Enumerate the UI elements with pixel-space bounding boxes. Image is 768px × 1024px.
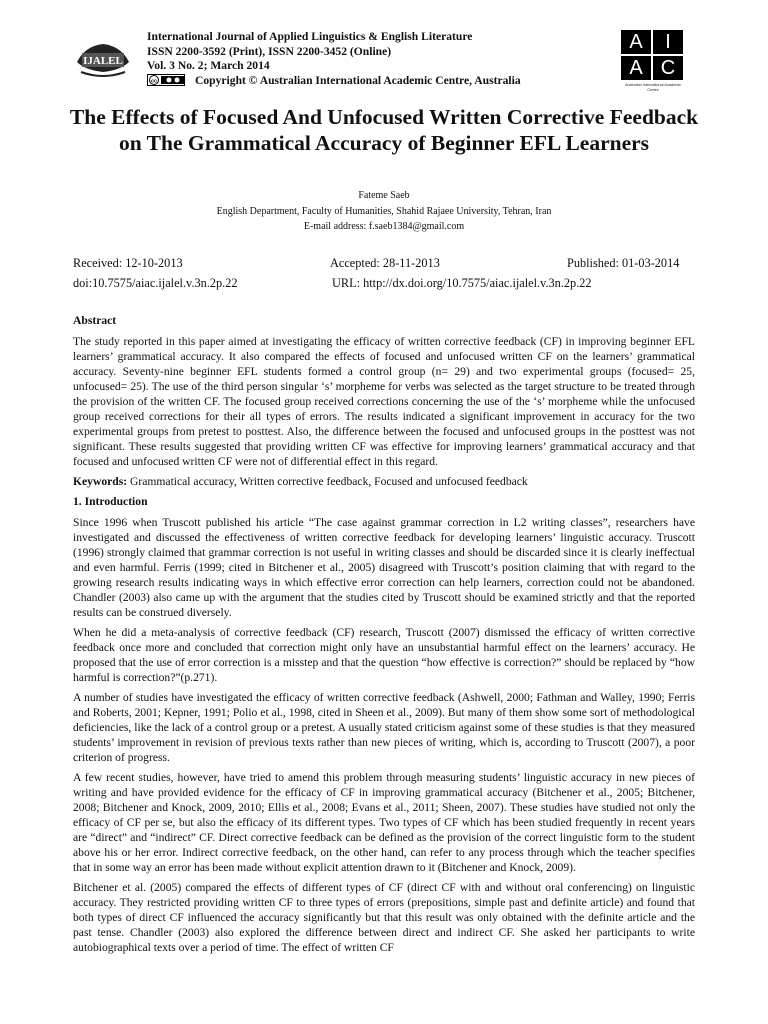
svg-text:cc: cc [150, 77, 158, 84]
aiac-logo: A I A C Australian International Academic Centre [621, 30, 685, 90]
journal-issn: ISSN 2200-3592 (Print), ISSN 2200-3452 (Online) [147, 44, 392, 58]
ijalel-logo-text: IJALEL [83, 55, 123, 67]
author-email: E-mail address: f.saeb1384@gmail.com [303, 221, 465, 232]
introduction-heading: 1. Introduction [73, 495, 148, 508]
author-affiliation: English Department, Faculty of Humanities, Shahid Rajaee University, Tehran, Iran [216, 206, 552, 217]
url-link[interactable]: URL: http://dx.doi.org/10.7575/aiac.ijalel.v.3n.2p.22 [332, 276, 592, 290]
keywords [73, 474, 695, 489]
received-date: Received: 12-10-2013 [73, 256, 183, 270]
journal-copyright [147, 74, 521, 89]
keywords-text: Grammatical accuracy, Written corrective feedback, Focused and unfocused feedback [130, 475, 528, 488]
paragraph: A few recent studies, however, have tried to amend this problem through measuring students’ linguistic accuracy in new pieces of writing and have provided evidence for the efficacy of CF in improving grammatical accuracy (Bitchener et al., 2005; Bitchener, 2008; Bitchener and Knock, 2009, 2010; Ellis et al., 2008; Evans et al., 2011; Sheen, 2007). These studies have studied not only the efficacy of CF per se, but also the efficacy of its different types. Two types of CF which has been studied frequently in recent years are “direct” and “indirect” CF. Direct corrective feedback can be defined as the provision of the correct linguistic form to the student above his or her error. Indirect corrective feedback, on the other hand, can refer to any process through which the teacher specifies that in some way an error has been made without explicit attention drawn to it (Bitchener and Knock, 2009). [73, 771, 695, 874]
published-date: Published: 01-03-2014 [567, 256, 680, 270]
journal-header [73, 26, 693, 96]
keywords-label: Keywords: [73, 475, 128, 488]
journal-volume: Vol. 3 No. 2; March 2014 [147, 59, 270, 72]
paper-body [73, 313, 695, 960]
journal-info [147, 30, 521, 88]
abstract-heading: Abstract [73, 314, 117, 327]
copyright-text: Copyright © Australian International Academic Centre, Australia [195, 73, 521, 87]
creative-commons-icon [147, 74, 185, 86]
paper-title: The Effects of Focused And Unfocused Written Corrective Feedback on The Grammatical Accuracy of Beginner EFL Learners [69, 105, 699, 155]
doi-link[interactable]: doi:10.7575/aiac.ijalel.v.3n.2p.22 [73, 276, 238, 290]
abstract-text: The study reported in this paper aimed at investigating the efficacy of written corrective feedback (CF) in improving beginner EFL learners’ grammatical accuracy. It also compared the effects of focused and unfocused written CF on the learners’ grammatical accuracy. Seventy-nine beginner EFL students formed a control group (n= 29) and two experimental groups (focused= 25, unfocused= 25). The use of the third person singular ‘s’ morpheme for verbs was selected as the target structure to be treated through the provision of the written CF. The focused group received corrections concerning the use of the ‘s’ morpheme while the unfocused group received corrections for their all types of errors. The results indicated a significant improvement in accuracy for the two experimental groups from pretest to posttest. Also, the difference between the focused and unfocused groups in the posttest was not significant. These results suggested that providing written CF was effective for improving learners’ grammatical accuracy and that focused and unfocused written CF were not of differential effect in this regard. [73, 335, 695, 468]
accepted-date: Accepted: 28-11-2013 [330, 256, 440, 270]
paragraph: When he did a meta-analysis of corrective feedback (CF) research, Truscott (2007) dismissed the efficacy of written corrective feedback once more and concluded that correction might only have an unsubstantial harmful effect on the learners’ accuracy. He proposed that the use of error correction is a misstep and that the question “how effective is correction?” should be replaced by “how harmful is correction?”(p.271). [73, 626, 695, 684]
author-name: Fateme Saeb [358, 190, 410, 201]
paragraph: A number of studies have investigated the efficacy of written corrective feedback (Ashwell, 2000; Fathman and Walley, 1990; Ferris and Roberts, 2001; Kepner, 1991; Polio et al., 1998, cited in Sheen et al., 2009). But many of them show some sort of methodological deficiencies, like the lack of a control group or a pretest. A usually stated criticism against some of these studies is that they measured students’ improvement in revision of previous texts rather than new pieces of writing, which is, according to Truscott (2007), a poor criterion of progress. [73, 691, 695, 764]
aiac-tagline: Australian International Academic Centre [624, 82, 682, 92]
journal-name: International Journal of Applied Linguistics & English Literature [147, 30, 473, 43]
paragraph: Since 1996 when Truscott published his article “The case against grammar correction in L2 writing classes”, researchers have investigated and discussed the effectiveness of written corrective feedback for developing learners’ linguistic accuracy. Truscott (1996) strongly claimed that grammar correction is not useful in writing classes and should be discarded since it is clearly ineffectual and even harmful. Ferris (1999; cited in Bitchener et al., 2005) disagreed with Truscott’s position claiming that with regard to the growing research results indicating ways in which effective error correction can help learners, correction could not be abandoned. Chandler (2003) also came up with the argument that the studies cited by Truscott should be examined strictly and that the reported results can be construed diversely. [73, 516, 695, 619]
paragraph: Bitchener et al. (2005) compared the effects of different types of CF (direct CF with and without oral conferencing) on linguistic accuracy. They restricted providing written CF to three types of errors (prepositions, simple past and definite article) and found that both types of direct CF influenced the accuracy significantly but that this result was only obtained with the definite article and the past tense. Chandler (2003) also explored the difference between direct and indirect CF. She asked her participants to write autobiographical texts over a period of time. The effect of written CF [73, 881, 695, 954]
ijalel-logo [73, 36, 133, 78]
